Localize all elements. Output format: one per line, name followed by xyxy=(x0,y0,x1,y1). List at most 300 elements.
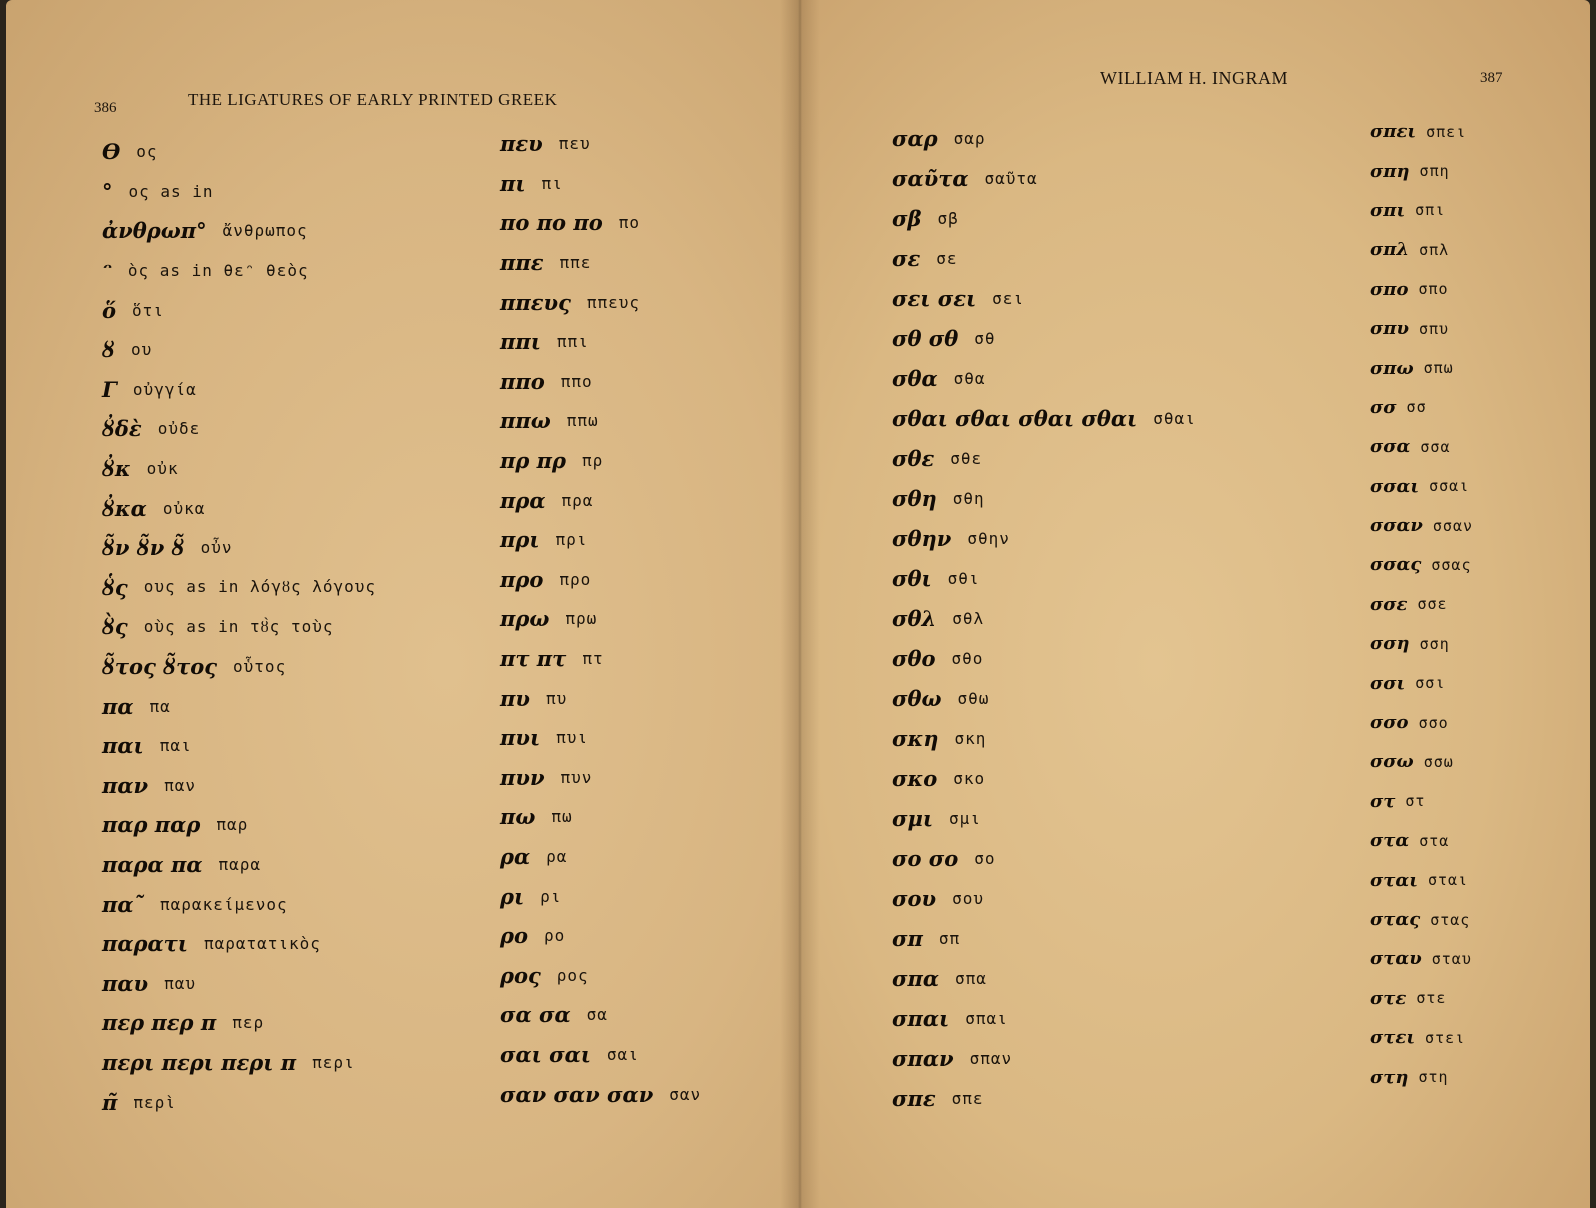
ligature-glyph: σκο xyxy=(892,765,938,791)
ligature-entry xyxy=(102,132,376,172)
ligature-transcription: οὐκα xyxy=(162,498,206,518)
ligature-glyph: παρα πα xyxy=(102,851,203,877)
ligature-entry xyxy=(1370,663,1473,702)
right-running-title: WILLIAM H. INGRAM xyxy=(1100,68,1288,88)
right-page xyxy=(800,0,1590,1208)
ligature-transcription: προ xyxy=(559,569,592,589)
ligature-entry xyxy=(102,370,376,410)
ligature-column-3 xyxy=(892,118,1196,1118)
ligature-entry xyxy=(1370,427,1473,466)
ligature-glyph: σσε xyxy=(1370,593,1408,615)
ligature-transcription: σση xyxy=(1419,634,1450,653)
ligature-entry xyxy=(892,838,1196,878)
ligature-glyph: σπυ xyxy=(1370,318,1409,340)
ligature-glyph: πι xyxy=(500,170,526,196)
ligature-glyph: πευ xyxy=(500,131,543,157)
ligature-transcription: σμι xyxy=(949,808,981,828)
ligature-glyph: στη xyxy=(1370,1066,1409,1088)
ligature-glyph: στας xyxy=(1370,909,1421,930)
ligature-transcription: ἄνθρωπος xyxy=(222,221,308,241)
ligature-transcription: παρα xyxy=(218,854,262,874)
ligature-glyph: σμι xyxy=(892,805,934,831)
ligature-entry xyxy=(500,837,701,877)
ligature-glyph: σπει xyxy=(1370,121,1417,143)
ligature-transcription: πι xyxy=(541,173,563,193)
ligature-transcription: σθω xyxy=(957,688,990,708)
ligature-transcription: πρι xyxy=(555,530,588,550)
ligature-entry xyxy=(500,718,701,758)
ligature-transcription: σθαι xyxy=(1153,408,1196,428)
ligature-glyph: πο πο πο xyxy=(500,210,603,236)
ligature-glyph: σθι xyxy=(892,565,932,591)
ligature-entry xyxy=(500,758,701,798)
ligature-glyph: στε xyxy=(1370,987,1407,1009)
ligature-glyph: σθω xyxy=(892,685,942,711)
ligature-transcription: περὶ xyxy=(133,1092,176,1112)
ligature-entry xyxy=(500,916,701,956)
ligature-transcription: οὐδε xyxy=(157,419,201,439)
ligature-glyph: παυ xyxy=(102,970,149,996)
ligature-transcription: σα xyxy=(586,1005,608,1025)
ligature-transcription: οὺς as in τȣ̀ς τοὺς xyxy=(143,616,334,636)
ligature-transcription: στη xyxy=(1418,1068,1449,1087)
ligature-transcription: σβ xyxy=(937,208,959,228)
ligature-transcription: ππε xyxy=(559,253,592,273)
ligature-entry xyxy=(102,1003,376,1043)
ligature-transcription: σσι xyxy=(1415,674,1446,693)
ligature-entry xyxy=(892,878,1196,918)
ligature-entry xyxy=(500,124,701,164)
ligature-entry xyxy=(892,958,1196,998)
ligature-transcription: οὗτος xyxy=(233,657,287,677)
ligature-entry xyxy=(102,488,376,528)
ligature-transcription: πο xyxy=(618,213,641,233)
ligature-entry xyxy=(1370,1018,1473,1057)
ligature-glyph: σβ xyxy=(892,205,922,231)
ligature-transcription: πυν xyxy=(560,767,593,787)
ligature-entry xyxy=(102,528,376,568)
ligature-glyph: παι xyxy=(102,733,144,759)
ligature-entry xyxy=(892,238,1196,278)
ligature-glyph: πτ πτ xyxy=(500,646,567,672)
ligature-entry xyxy=(1370,348,1473,387)
ligature-transcription: σσας xyxy=(1431,555,1472,574)
ligature-entry xyxy=(500,599,701,639)
ligature-transcription: ὅτι xyxy=(132,300,164,320)
ligature-entry xyxy=(1370,112,1473,151)
ligature-entry xyxy=(102,1043,376,1083)
ligature-transcription: οὐγγία xyxy=(132,379,197,399)
ligature-transcription: παυ xyxy=(164,973,197,993)
ligature-entry xyxy=(892,638,1196,678)
ligature-entry xyxy=(892,478,1196,518)
ligature-entry xyxy=(500,362,701,402)
ligature-glyph: ρο xyxy=(500,923,528,949)
ligature-glyph: σσαι xyxy=(1370,475,1420,497)
ligature-transcription: πευ xyxy=(558,134,591,154)
ligature-glyph: σται xyxy=(1370,869,1418,891)
ligature-entry xyxy=(500,322,701,362)
ligature-entry xyxy=(500,480,701,520)
ligature-transcription: περ xyxy=(232,1013,265,1033)
ligature-transcription: σθη xyxy=(952,488,985,508)
ligature-entry xyxy=(1370,1057,1473,1096)
ligature-glyph: πρι xyxy=(500,527,540,553)
ligature-glyph: στα xyxy=(1370,830,1410,852)
ligature-glyph: ȣ̃τος ȣ̃τος xyxy=(102,654,218,680)
ligature-entry xyxy=(1370,191,1473,230)
ligature-transcription: ους as in λόγȣς λόγους xyxy=(143,577,377,597)
ligature-glyph: σαῦτα xyxy=(892,165,969,191)
ligature-transcription: ρι xyxy=(540,886,562,906)
ligature-transcription: παν xyxy=(164,775,197,795)
ligature-transcription: ρος xyxy=(556,965,589,985)
ligature-transcription: σθ xyxy=(974,328,996,348)
ligature-glyph: ὅ xyxy=(102,297,117,323)
ligature-entry xyxy=(1370,742,1473,781)
ligature-glyph: περι περι περι π xyxy=(102,1049,297,1075)
left-page xyxy=(6,0,806,1208)
ligature-entry xyxy=(500,243,701,283)
ligature-entry xyxy=(500,203,701,243)
ligature-transcription: πτ xyxy=(582,649,604,669)
ligature-glyph: πρα xyxy=(500,487,546,513)
ligature-glyph: ππω xyxy=(500,408,551,434)
ligature-glyph: σπω xyxy=(1370,357,1414,379)
ligature-entry xyxy=(892,438,1196,478)
ligature-glyph: ᵔ xyxy=(102,258,112,284)
ligature-glyph: ππε xyxy=(500,250,544,276)
ligature-transcription: στει xyxy=(1425,1028,1466,1047)
ligature-entry xyxy=(892,118,1196,158)
ligature-glyph: παν xyxy=(102,772,149,798)
ligature-glyph: σκη xyxy=(892,725,939,751)
ligature-entry xyxy=(102,211,376,251)
ligature-entry xyxy=(892,998,1196,1038)
ligature-transcription: παρατατικὸς xyxy=(203,934,321,954)
ligature-glyph: ϴ xyxy=(102,139,121,165)
ligature-transcription: σο xyxy=(974,848,996,868)
ligature-entry xyxy=(892,398,1196,438)
ligature-entry xyxy=(1370,939,1473,978)
ligature-transcription: σπω xyxy=(1423,359,1454,378)
ligature-transcription: στας xyxy=(1430,910,1471,929)
ligature-entry xyxy=(1370,467,1473,506)
ligature-entry xyxy=(102,686,376,726)
ligature-glyph: σσας xyxy=(1370,554,1422,576)
ligature-transcription: σει xyxy=(992,288,1025,308)
ligature-transcription: σπε xyxy=(951,1088,984,1108)
ligature-glyph: ȣ̔ς xyxy=(102,574,128,600)
ligature-glyph: σα σα xyxy=(500,1002,571,1028)
ligature-entry xyxy=(500,995,701,1035)
ligature-glyph: σπαι xyxy=(892,1005,950,1031)
ligature-transcription: σσ xyxy=(1406,398,1427,417)
ligature-transcription: ρα xyxy=(546,846,568,866)
ligature-glyph: παρ παρ xyxy=(102,812,201,838)
ligature-transcription: σκο xyxy=(953,768,986,788)
ligature-entry xyxy=(500,282,701,322)
ligature-entry xyxy=(102,884,376,924)
ligature-entry xyxy=(102,963,376,1003)
ligature-glyph: πυν xyxy=(500,764,545,790)
ligature-transcription: στα xyxy=(1419,831,1450,850)
ligature-glyph: ρος xyxy=(500,962,541,988)
ligature-glyph: σπι xyxy=(1370,199,1406,221)
ligature-entry xyxy=(1370,270,1473,309)
left-running-title: THE LIGATURES OF EARLY PRINTED GREEK xyxy=(188,90,558,109)
ligature-glyph: σθαι σθαι σθαι σθαι xyxy=(892,405,1138,431)
ligature-glyph: ȣ̓κ xyxy=(102,456,131,482)
ligature-entry xyxy=(892,798,1196,838)
ligature-transcription: παρ xyxy=(216,815,249,835)
ligature-glyph: σθο xyxy=(892,645,936,671)
ligature-glyph: πα xyxy=(102,693,134,719)
ligature-column-1 xyxy=(102,132,376,1122)
ligature-transcription: σσε xyxy=(1417,595,1448,614)
ligature-glyph: ȣ̃ν ȣ̃ν ȣ̃ xyxy=(102,535,185,561)
ligature-transcription: περι xyxy=(312,1052,355,1072)
ligature-glyph: πυ xyxy=(500,685,530,711)
ligature-glyph: σση xyxy=(1370,633,1410,655)
ligature-glyph: π̃ xyxy=(102,1089,118,1115)
ligature-transcription: σται xyxy=(1427,871,1469,890)
ligature-transcription: σπη xyxy=(1419,162,1450,181)
ligature-glyph: πρω xyxy=(500,606,550,632)
right-page-number: 387 xyxy=(1480,70,1503,86)
ligature-glyph: προ xyxy=(500,566,544,592)
ligature-transcription: ρο xyxy=(543,926,566,946)
ligature-transcription: πρ xyxy=(581,451,604,471)
ligature-transcription: ππευς xyxy=(586,292,641,312)
ligature-transcription: ος as in xyxy=(128,181,214,201)
ligature-transcription: πρω xyxy=(565,609,598,629)
ligature-transcription: ππο xyxy=(560,371,593,391)
ligature-entry xyxy=(892,918,1196,958)
ligature-transcription: παρακείμενος xyxy=(160,894,288,914)
ligature-transcription: σθε xyxy=(950,448,983,468)
ligature-entry xyxy=(102,726,376,766)
ligature-transcription: σπα xyxy=(955,968,987,988)
ligature-entry xyxy=(1370,624,1473,663)
ligature-entry xyxy=(500,1035,701,1075)
ligature-entry xyxy=(892,198,1196,238)
ligature-glyph: παρατι xyxy=(102,931,188,957)
ligature-entry xyxy=(500,560,701,600)
ligature-glyph: σαι σαι xyxy=(500,1041,591,1067)
ligature-entry xyxy=(892,1038,1196,1078)
ligature-glyph: πυι xyxy=(500,725,541,751)
ligature-glyph: σταυ xyxy=(1370,948,1422,970)
ligature-glyph: σπη xyxy=(1370,160,1410,182)
ligature-glyph: σου xyxy=(892,885,937,911)
ligature-glyph: ρα xyxy=(500,843,531,869)
ligature-entry xyxy=(500,678,701,718)
ligature-entry xyxy=(892,718,1196,758)
ligature-entry xyxy=(1370,545,1473,584)
ligature-transcription: σε xyxy=(936,248,958,268)
ligature-glyph: σσι xyxy=(1370,672,1406,694)
ligature-transcription: σαρ xyxy=(953,128,986,148)
ligature-transcription: ππι xyxy=(556,332,589,352)
ligature-glyph: σπαν xyxy=(892,1045,954,1071)
ligature-entry xyxy=(1370,821,1473,860)
ligature-glyph: σθην xyxy=(892,525,952,551)
ligature-glyph: σσο xyxy=(1370,712,1409,734)
ligature-transcription: στ xyxy=(1405,792,1426,811)
ligature-glyph: σσ xyxy=(1370,396,1397,418)
ligature-transcription: στε xyxy=(1416,989,1447,1008)
ligature-glyph: ȣ̓κα xyxy=(102,495,147,521)
ligature-entry xyxy=(102,924,376,964)
ligature-glyph: περ περ π xyxy=(102,1010,217,1036)
ligature-glyph: ππι xyxy=(500,329,541,355)
ligature-entry xyxy=(102,251,376,291)
ligature-transcription: σπλ xyxy=(1419,240,1450,259)
ligature-entry xyxy=(1370,782,1473,821)
ligature-glyph: σπε xyxy=(892,1085,936,1111)
ligature-glyph: ȣ̀ς xyxy=(102,614,128,640)
ligature-transcription: ππω xyxy=(566,411,599,431)
ligature-entry xyxy=(500,876,701,916)
ligature-transcription: σσο xyxy=(1418,713,1449,732)
ligature-glyph: ἀνθρωπ° xyxy=(102,218,207,244)
ligature-entry xyxy=(892,358,1196,398)
ligature-entry xyxy=(1370,388,1473,427)
ligature-entry xyxy=(102,568,376,608)
ligature-transcription: πυι xyxy=(556,728,589,748)
ligature-entry xyxy=(102,172,376,212)
ligature-transcription: σθι xyxy=(947,568,980,588)
ligature-glyph: ° xyxy=(102,178,113,204)
ligature-transcription: σπαι xyxy=(965,1008,1008,1028)
ligature-entry xyxy=(102,290,376,330)
ligature-transcription: σπι xyxy=(1415,201,1446,220)
ligature-transcription: σου xyxy=(952,888,984,908)
ligature-transcription: οὖν xyxy=(200,538,233,558)
ligature-entry xyxy=(1370,979,1473,1018)
ligature-column-2 xyxy=(500,124,701,1114)
ligature-glyph: σαρ xyxy=(892,125,938,151)
ligature-entry xyxy=(892,158,1196,198)
ligature-transcription: ὸς as in θεᵔ θεὸς xyxy=(127,261,309,281)
ligature-entry xyxy=(500,639,701,679)
ligature-transcription: σπυ xyxy=(1418,319,1450,338)
ligature-glyph: σθλ xyxy=(892,605,937,631)
ligature-glyph: ȣ̓δὲ xyxy=(102,416,142,442)
ligature-entry xyxy=(1370,151,1473,190)
ligature-entry xyxy=(1370,900,1473,939)
ligature-entry xyxy=(892,278,1196,318)
ligature-entry xyxy=(892,558,1196,598)
ligature-entry xyxy=(500,1074,701,1114)
ligature-glyph: σε xyxy=(892,245,921,271)
ligature-entry xyxy=(500,797,701,837)
ligature-transcription: σαῦτα xyxy=(984,168,1038,188)
ligature-glyph: σει σει xyxy=(892,285,977,311)
ligature-entry xyxy=(892,678,1196,718)
ligature-entry xyxy=(102,1082,376,1122)
ligature-glyph: Γ xyxy=(102,376,117,402)
ligature-entry xyxy=(500,164,701,204)
ligature-transcription: σθο xyxy=(951,648,984,668)
ligature-glyph: ρι xyxy=(500,883,525,909)
ligature-entry xyxy=(102,845,376,885)
ligature-glyph: σσα xyxy=(1370,436,1411,458)
ligature-entry xyxy=(102,449,376,489)
ligature-entry xyxy=(1370,860,1473,899)
ligature-entry xyxy=(102,330,376,370)
ligature-entry xyxy=(500,520,701,560)
ligature-transcription: σπ xyxy=(938,928,961,948)
ligature-glyph: πρ πρ xyxy=(500,448,566,474)
ligature-transcription: σσαι xyxy=(1429,477,1470,496)
ligature-transcription: σπαν xyxy=(969,1048,1013,1068)
ligature-entry xyxy=(500,441,701,481)
ligature-entry xyxy=(1370,703,1473,742)
ligature-glyph: σπα xyxy=(892,965,940,991)
left-page-number: 386 xyxy=(94,100,117,116)
ligature-glyph: ȣ xyxy=(102,337,115,363)
ligature-transcription: σθην xyxy=(967,528,1010,548)
ligature-transcription: σσω xyxy=(1423,752,1454,771)
ligature-glyph: σθα xyxy=(892,365,938,391)
ligature-transcription: σθλ xyxy=(952,608,985,628)
ligature-transcription: πυ xyxy=(545,688,568,708)
ligature-transcription: πω xyxy=(551,807,573,827)
ligature-glyph: ππευς xyxy=(500,289,571,315)
ligature-glyph: σθε xyxy=(892,445,935,471)
ligature-glyph: σπ xyxy=(892,925,923,951)
ligature-entry xyxy=(1370,309,1473,348)
ligature-transcription: σαν xyxy=(669,1084,702,1104)
ligature-entry xyxy=(500,401,701,441)
ligature-transcription: σαι xyxy=(606,1044,639,1064)
ligature-entry xyxy=(1370,230,1473,269)
ligature-entry xyxy=(102,647,376,687)
ligature-entry xyxy=(1370,585,1473,624)
ligature-glyph: πω xyxy=(500,804,536,830)
ligature-transcription: οὐκ xyxy=(146,459,179,479)
ligature-glyph: ππο xyxy=(500,368,545,394)
ligature-glyph: σο σο xyxy=(892,845,959,871)
ligature-transcription: παι xyxy=(159,736,192,756)
ligature-entry xyxy=(102,805,376,845)
ligature-transcription: ου xyxy=(130,340,153,360)
ligature-glyph: σαν σαν σαν xyxy=(500,1081,654,1107)
ligature-transcription: σπο xyxy=(1418,280,1449,299)
ligature-transcription: ος xyxy=(136,142,158,162)
ligature-glyph: σπο xyxy=(1370,278,1409,300)
ligature-glyph: στει xyxy=(1370,1027,1416,1049)
ligature-glyph: σσαν xyxy=(1370,515,1423,537)
ligature-transcription: σθα xyxy=(953,368,986,388)
ligature-transcription: σσαν xyxy=(1432,516,1474,535)
ligature-entry xyxy=(1370,506,1473,545)
ligature-transcription: σκη xyxy=(954,728,987,748)
ligature-entry xyxy=(892,318,1196,358)
ligature-transcription: σσα xyxy=(1420,437,1451,456)
ligature-entry xyxy=(892,598,1196,638)
ligature-entry xyxy=(102,766,376,806)
ligature-transcription: σταυ xyxy=(1431,949,1472,968)
ligature-glyph: σθη xyxy=(892,485,937,511)
ligature-glyph: σπλ xyxy=(1370,239,1410,261)
ligature-column-4 xyxy=(1370,112,1473,1097)
ligature-glyph: σθ σθ xyxy=(892,325,959,351)
ligature-glyph: στ xyxy=(1370,790,1396,812)
ligature-entry xyxy=(892,1078,1196,1118)
